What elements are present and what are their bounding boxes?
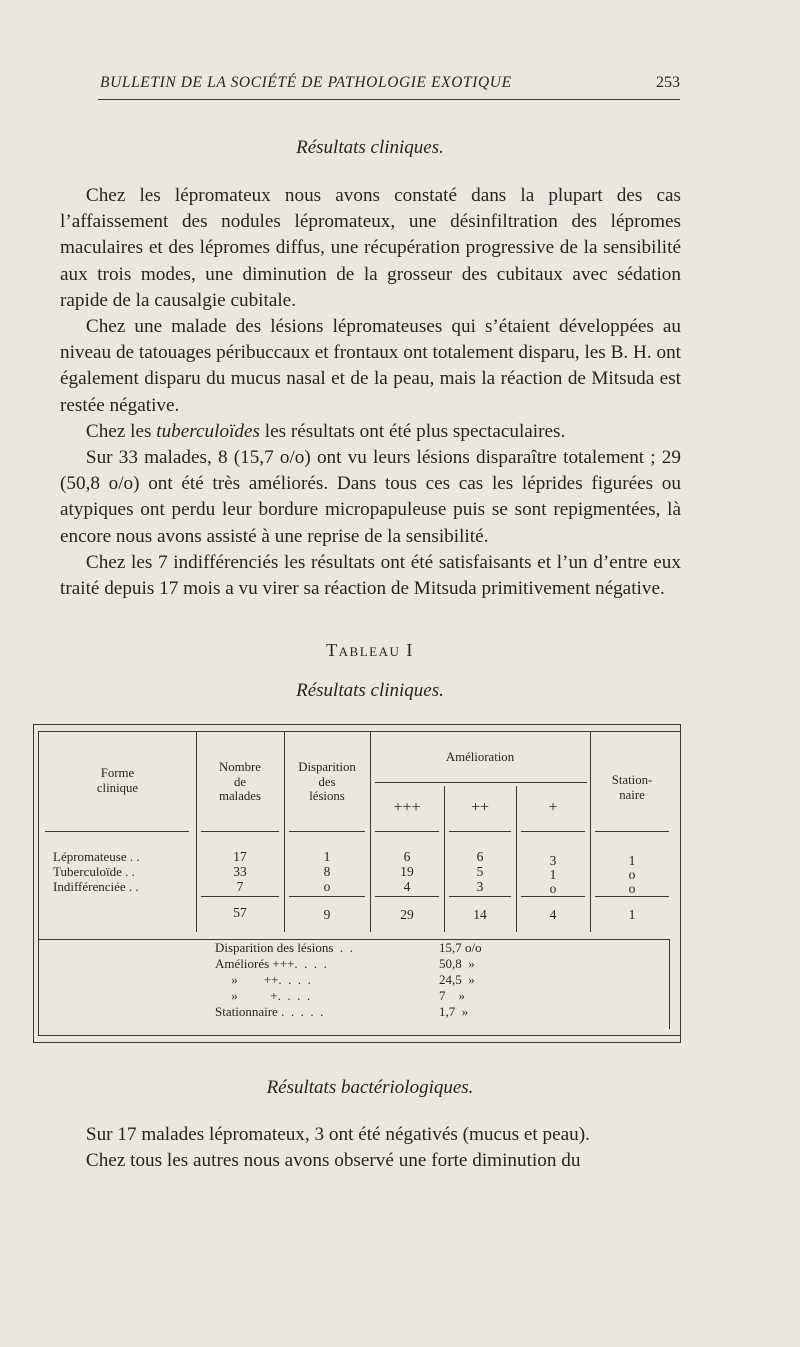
cell-nombre: 33 [233, 864, 247, 879]
header-rule [98, 99, 680, 100]
running-header [100, 74, 680, 92]
header-amelioration: Amélioration [445, 750, 515, 764]
header-rule-a1 [521, 831, 585, 832]
summary-label: Améliorés +++. . . . [215, 956, 327, 971]
header-amel-1plus: + [548, 799, 558, 816]
header-disparition [284, 760, 370, 804]
row-label-undifferentiated: Indifférenciée . . [53, 879, 139, 894]
cell-amel-3plus: 6 [403, 849, 411, 864]
total-amel-1plus: 4 [549, 907, 557, 922]
header-rule-disparition [289, 831, 365, 832]
cell-amel-3plus: 19 [400, 864, 414, 879]
header-line: Station- [611, 773, 653, 787]
paragraph-lepromatous: Chez les lépromateux nous avons constaté dans la plupart des cas l’affaissement des nodules lépromateux, une désinfiltration des lépromes maculaires et des lépromes diffus, une récupération progressive de la sensibilité aux trois modes, une diminution de la grosseur des cubitaux avec sédation rapide de la causalgie cubitale. [60, 185, 681, 311]
header-line: Forme [100, 766, 135, 780]
header-rule-station [595, 831, 669, 832]
section-title-bacteriological: Résultats bactériologiques. [266, 1077, 474, 1098]
table-inner-frame [38, 731, 680, 1036]
cell-amel-2plus: 3 [476, 879, 484, 894]
text-fragment: les résultats ont été plus spectaculaires. [259, 420, 566, 442]
total-stationnaire: 1 [628, 907, 636, 922]
total-rule-a3 [375, 896, 439, 897]
total-rule-a2 [449, 896, 511, 897]
summary-top-rule [39, 939, 669, 940]
header-stationnaire [590, 773, 674, 802]
summary-value: 1,7 » [439, 1004, 469, 1019]
header-line: naire [619, 787, 645, 802]
header-amel-2plus: ++ [470, 799, 490, 816]
header-forme [39, 766, 196, 795]
cell-stationnaire: o [628, 867, 636, 882]
header-rule-forme [45, 831, 189, 832]
header-line: de [233, 774, 247, 789]
text-fragment: Chez les [85, 420, 157, 442]
paragraph-negativated: Sur 17 malades lépromateux, 3 ont été négativés (mucus et peau). [85, 1124, 590, 1145]
cell-disparition: 8 [323, 864, 331, 879]
summary-label: Disparition des lésions . . [215, 940, 353, 955]
row-label-lepromatous: Lépromateuse . . [53, 849, 140, 864]
summary-value: 50,8 » [439, 956, 475, 971]
total-disparition: 9 [323, 907, 331, 922]
summary-value: 7 » [439, 988, 465, 1003]
header-rule-a3 [375, 831, 439, 832]
cell-nombre: 17 [233, 849, 247, 864]
paragraph-diminution: Chez tous les autres nous avons observé une forte diminution du [85, 1150, 581, 1172]
summary-value: 24,5 » [439, 972, 475, 987]
amelioration-rule [375, 782, 587, 783]
table-label: Tableau I [326, 640, 414, 660]
table-subtitle: Résultats cliniques. [296, 680, 444, 701]
cell-amel-1plus: 1 [549, 867, 557, 882]
header-line: lésions [309, 789, 345, 803]
running-title: BULLETIN DE LA SOCIÉTÉ DE PATHOLOGIE EXOTIQUE [100, 74, 512, 91]
cell-stationnaire: 1 [628, 853, 636, 868]
row-label-tuberculoid: Tuberculoïde . . [53, 864, 135, 879]
paragraph-tuberculoid-results: Sur 33 malades, 8 (15,7 o/o) ont vu leurs lésions disparaître totalement ; 29 (50,8 o/o) ont été très améliorés. Dans tous ces cas les léprides figurées ou atypiques ont perdu leur bordure micropapuleuse puis se sont repigmentées, là encore nous avons assisté à une reprise de la sensibilité. [60, 447, 681, 547]
summary-label: Stationnaire . . . . . [215, 1004, 324, 1019]
header-amel-3plus: +++ [393, 799, 421, 816]
header-line: des [318, 774, 336, 789]
paragraph-tattoo-case: Chez une malade des lésions lépromateuses qui s’étaient développées au niveau de tatouages péribuccaux et frontaux ont totalement disparu, les B. H. ont également disparu du mucus nasal et de la peau, mais la réaction de Mitsuda est restée négative. [60, 316, 681, 416]
cell-amel-2plus: 6 [476, 849, 484, 864]
cell-amel-2plus: 5 [476, 864, 484, 879]
summary-label: » +. . . . [215, 988, 311, 1003]
header-line: clinique [96, 780, 139, 795]
header-line: Nombre [219, 760, 261, 774]
col-sep [590, 732, 591, 932]
total-nombre: 57 [233, 905, 247, 920]
header-nombre [196, 760, 284, 804]
paragraph-undifferentiated: Chez les 7 indifférenciés les résultats ont été satisfaisants et l’un d’entre eux traité depuis 17 mois a vu virer sa réaction de Mitsuda primitivement négative. [60, 551, 681, 600]
cell-disparition: o [323, 879, 331, 894]
header-rule-a2 [449, 831, 511, 832]
paragraph-tuberculoid-intro [60, 419, 681, 445]
header-rule-nombre [201, 831, 279, 832]
header-line: malades [219, 789, 261, 803]
clinical-results-text [60, 183, 681, 602]
cell-amel-1plus: o [549, 881, 557, 896]
bacteriological-results-text [60, 1122, 681, 1174]
summary-label: » ++. . . . [215, 972, 311, 987]
cell-amel-3plus: 4 [403, 879, 411, 894]
italic-term: tuberculoïdes [156, 420, 260, 442]
section-title-clinical: Résultats cliniques. [296, 137, 444, 158]
header-line: Disparition [298, 760, 356, 774]
page-number: 253 [656, 74, 680, 91]
total-amel-2plus: 14 [473, 907, 487, 922]
cell-nombre: 7 [236, 879, 244, 894]
total-rule-disparition [289, 896, 365, 897]
summary-value: 15,7 o/o [439, 940, 482, 955]
cell-disparition: 1 [323, 849, 331, 864]
summary-right-border [669, 939, 670, 1029]
total-amel-3plus: 29 [400, 907, 414, 922]
total-rule-nombre [201, 896, 279, 897]
cell-stationnaire: o [628, 881, 636, 896]
clinical-results-table [33, 724, 681, 1043]
cell-amel-1plus: 3 [549, 853, 557, 868]
